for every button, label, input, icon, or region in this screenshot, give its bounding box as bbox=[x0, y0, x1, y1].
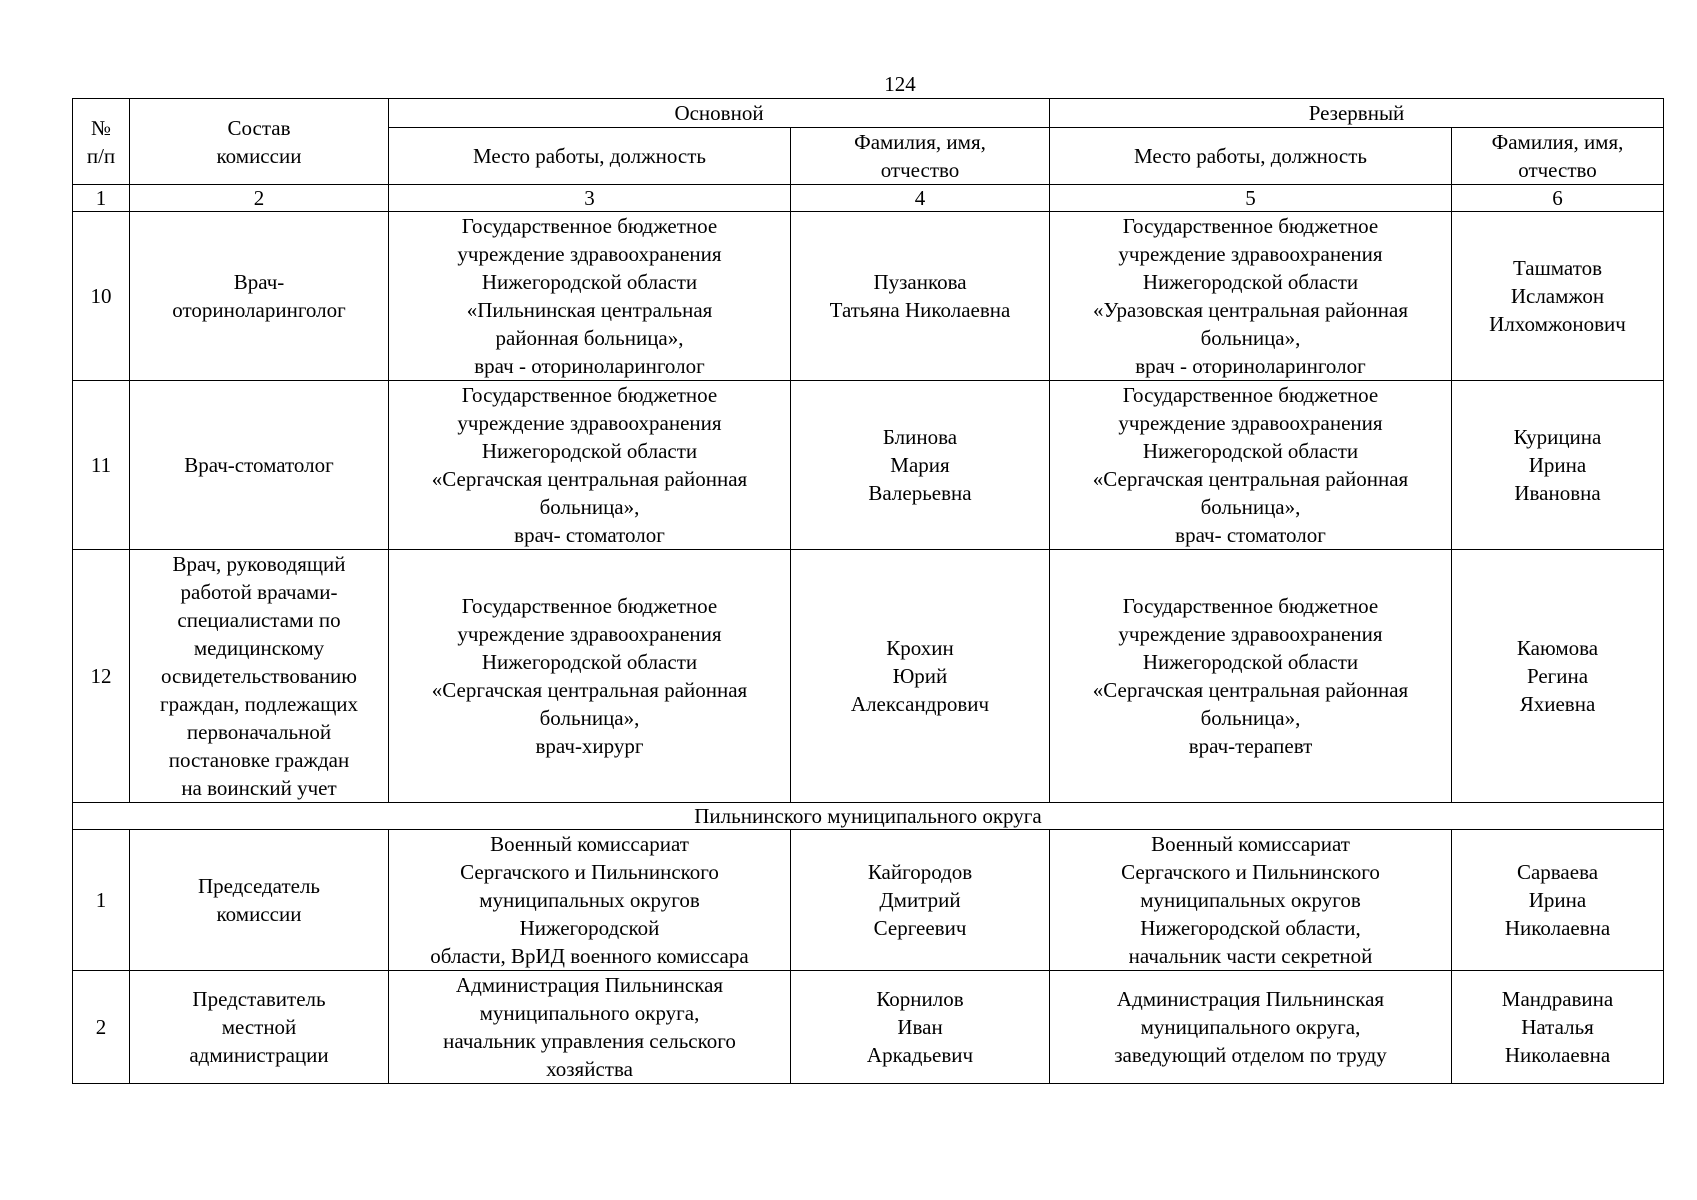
table-row bbox=[73, 830, 1664, 971]
header-main-workplace: Место работы, должность bbox=[389, 128, 791, 185]
column-number: 6 bbox=[1452, 185, 1664, 212]
section-row bbox=[73, 803, 1664, 830]
column-number: 1 bbox=[73, 185, 130, 212]
reserve-name-cell: Курицина Ирина Ивановна bbox=[1452, 381, 1664, 550]
row-number: 11 bbox=[73, 381, 130, 550]
table-row bbox=[73, 381, 1664, 550]
header-reserve-workplace: Место работы, должность bbox=[1050, 128, 1452, 185]
main-workplace-cell: Государственное бюджетное учреждение здравоохранения Нижегородской области «Пильнинская центральная районная больница», врач - оториноларинголог bbox=[389, 212, 791, 381]
header-number: № п/п bbox=[73, 99, 130, 185]
main-workplace-cell: Администрация Пильнинская муниципального округа, начальник управления сельского хозяйства bbox=[389, 971, 791, 1084]
role-cell: Врач-стоматолог bbox=[130, 381, 389, 550]
main-name-cell: Крохин Юрий Александрович bbox=[791, 550, 1050, 803]
role-cell: Председатель комиссии bbox=[130, 830, 389, 971]
main-name-cell: Пузанкова Татьяна Николаевна bbox=[791, 212, 1050, 381]
header-composition: Состав комиссии bbox=[130, 99, 389, 185]
main-name-cell: Кайгородов Дмитрий Сергеевич bbox=[791, 830, 1050, 971]
column-number: 4 bbox=[791, 185, 1050, 212]
role-cell: Врач- оториноларинголог bbox=[130, 212, 389, 381]
table-row bbox=[73, 550, 1664, 803]
main-name-cell: Корнилов Иван Аркадьевич bbox=[791, 971, 1050, 1084]
header-reserve-fio: Фамилия, имя, отчество bbox=[1452, 128, 1664, 185]
column-number: 2 bbox=[130, 185, 389, 212]
reserve-workplace-cell: Государственное бюджетное учреждение здравоохранения Нижегородской области «Уразовская центральная районная больница», врач - оториноларинголог bbox=[1050, 212, 1452, 381]
section-title: Пильнинского муниципального округа bbox=[73, 803, 1664, 830]
column-number: 3 bbox=[389, 185, 791, 212]
main-name-cell: Блинова Мария Валерьевна bbox=[791, 381, 1050, 550]
row-number: 12 bbox=[73, 550, 130, 803]
main-workplace-cell: Военный комиссариат Сергачского и Пильнинского муниципальных округов Нижегородской области, ВрИД военного комиссара bbox=[389, 830, 791, 971]
reserve-workplace-cell: Государственное бюджетное учреждение здравоохранения Нижегородской области «Сергачская центральная районная больница», врач- стоматолог bbox=[1050, 381, 1452, 550]
role-cell: Представитель местной администрации bbox=[130, 971, 389, 1084]
reserve-name-cell: Ташматов Исламжон Илхомжонович bbox=[1452, 212, 1664, 381]
header-reserve: Резервный bbox=[1050, 99, 1664, 128]
column-numbers-row bbox=[73, 185, 1664, 212]
header-main: Основной bbox=[389, 99, 1050, 128]
row-number: 1 bbox=[73, 830, 130, 971]
page-number: 124 bbox=[884, 72, 916, 96]
reserve-name-cell: Сарваева Ирина Николаевна bbox=[1452, 830, 1664, 971]
table-row bbox=[73, 971, 1664, 1084]
main-workplace-cell: Государственное бюджетное учреждение здравоохранения Нижегородской области «Сергачская центральная районная больница», врач- стоматолог bbox=[389, 381, 791, 550]
commission-table bbox=[72, 98, 1664, 1084]
header-main-fio: Фамилия, имя, отчество bbox=[791, 128, 1050, 185]
column-number: 5 bbox=[1050, 185, 1452, 212]
role-cell: Врач, руководящий работой врачами- специалистами по медицинскому освидетельствованию граждан, подлежащих первоначальной постановке граждан на воинский учет bbox=[130, 550, 389, 803]
table-row bbox=[73, 212, 1664, 381]
reserve-name-cell: Каюмова Регина Яхиевна bbox=[1452, 550, 1664, 803]
reserve-workplace-cell: Администрация Пильнинская муниципального округа, заведующий отделом по труду bbox=[1050, 971, 1452, 1084]
main-workplace-cell: Государственное бюджетное учреждение здравоохранения Нижегородской области «Сергачская центральная районная больница», врач-хирург bbox=[389, 550, 791, 803]
row-number: 2 bbox=[73, 971, 130, 1084]
row-number: 10 bbox=[73, 212, 130, 381]
reserve-workplace-cell: Государственное бюджетное учреждение здравоохранения Нижегородской области «Сергачская центральная районная больница», врач-терапевт bbox=[1050, 550, 1452, 803]
reserve-name-cell: Мандравина Наталья Николаевна bbox=[1452, 971, 1664, 1084]
reserve-workplace-cell: Военный комиссариат Сергачского и Пильнинского муниципальных округов Нижегородской области, начальник части секретной bbox=[1050, 830, 1452, 971]
